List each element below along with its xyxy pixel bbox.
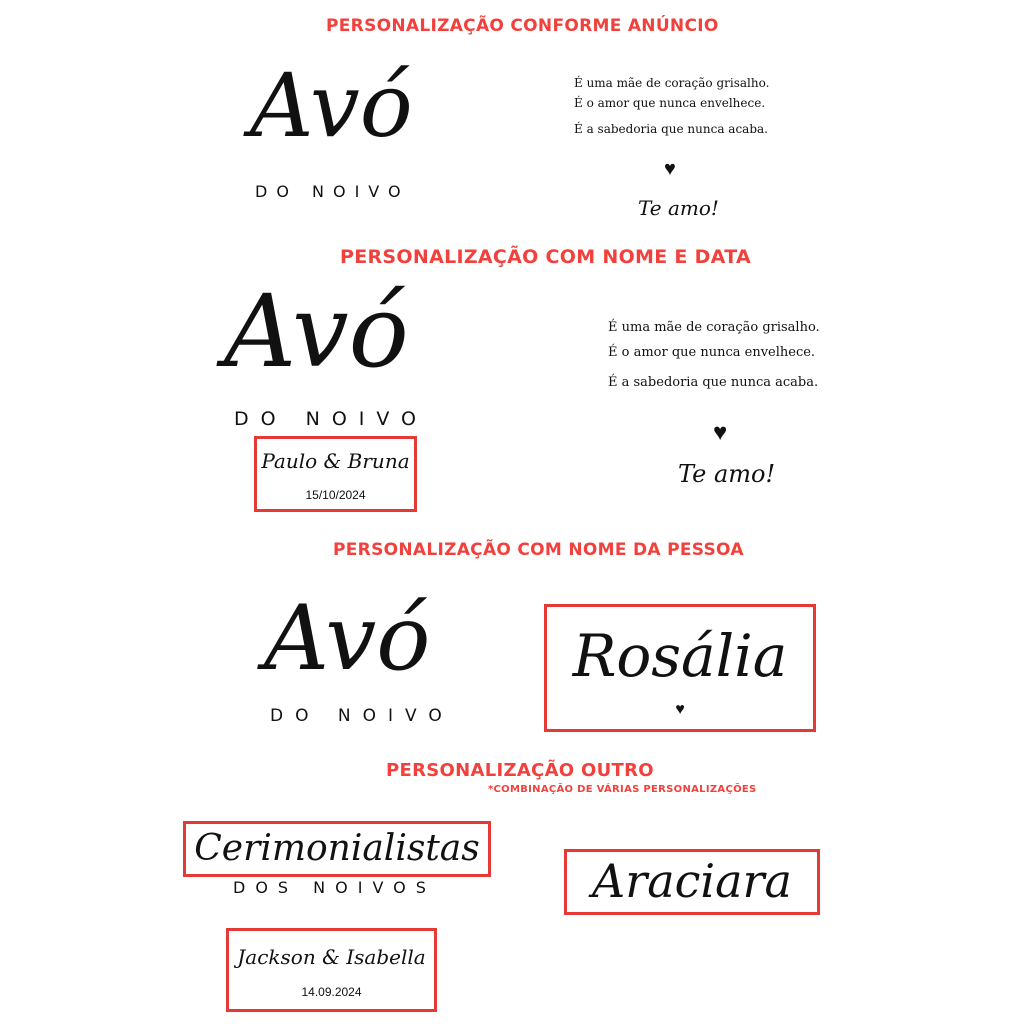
section1-poem-line-2: É o amor que nunca envelhece. <box>574 96 766 110</box>
section1-subtitle: DO NOIVO <box>255 182 410 201</box>
section2-title: Avó <box>224 273 409 390</box>
person-name-box <box>544 604 816 732</box>
section1-heading: PERSONALIZAÇÃO CONFORME ANÚNCIO <box>326 16 719 36</box>
section2-signoff: Te amo! <box>678 460 776 488</box>
event-date: 15/10/2024 <box>305 488 366 502</box>
section2-subtitle: DO NOIVO <box>234 408 429 430</box>
section1-poem-line-3: É a sabedoria que nunca acaba. <box>574 122 768 136</box>
names-date-box-2 <box>226 928 437 1012</box>
couple-names-2: Jackson & Isabella <box>237 945 426 969</box>
event-date-2: 14.09.2024 <box>301 985 362 999</box>
section1-poem-line-1: É uma mãe de coração grisalho. <box>574 76 770 90</box>
section2-poem-line-3: É a sabedoria que nunca acaba. <box>608 375 819 390</box>
section3-subtitle: DO NOIVO <box>270 706 454 726</box>
section4-subtitle: DOS NOIVOS <box>233 878 436 897</box>
couple-names: Paulo & Bruna <box>261 449 410 473</box>
person-name: Rosália <box>572 622 788 690</box>
heart-icon: ♥ <box>713 419 728 446</box>
section4-title: Cerimonialistas <box>194 828 480 869</box>
section2-heading: PERSONALIZAÇÃO COM NOME E DATA <box>340 246 752 268</box>
section1-title: Avó <box>250 54 413 157</box>
section2-poem-line-1: É uma mãe de coração grisalho. <box>608 320 820 335</box>
section2-poem-line-2: É o amor que nunca envelhece. <box>608 345 816 360</box>
title-box <box>183 821 491 877</box>
section4-heading: PERSONALIZAÇÃO OUTRO <box>386 760 654 781</box>
name-box <box>564 849 820 915</box>
section1-signoff: Te amo! <box>638 196 719 220</box>
names-date-box <box>254 436 417 512</box>
heart-icon: ♥ <box>675 701 685 718</box>
section4-note: *COMBINAÇÃO DE VÁRIAS PERSONALIZAÇÕES <box>488 784 757 795</box>
heart-icon: ♥ <box>664 158 676 180</box>
section3-title: Avó <box>264 586 431 691</box>
section3-heading: PERSONALIZAÇÃO COM NOME DA PESSOA <box>333 540 744 560</box>
section4-person-name: Araciara <box>592 854 792 908</box>
